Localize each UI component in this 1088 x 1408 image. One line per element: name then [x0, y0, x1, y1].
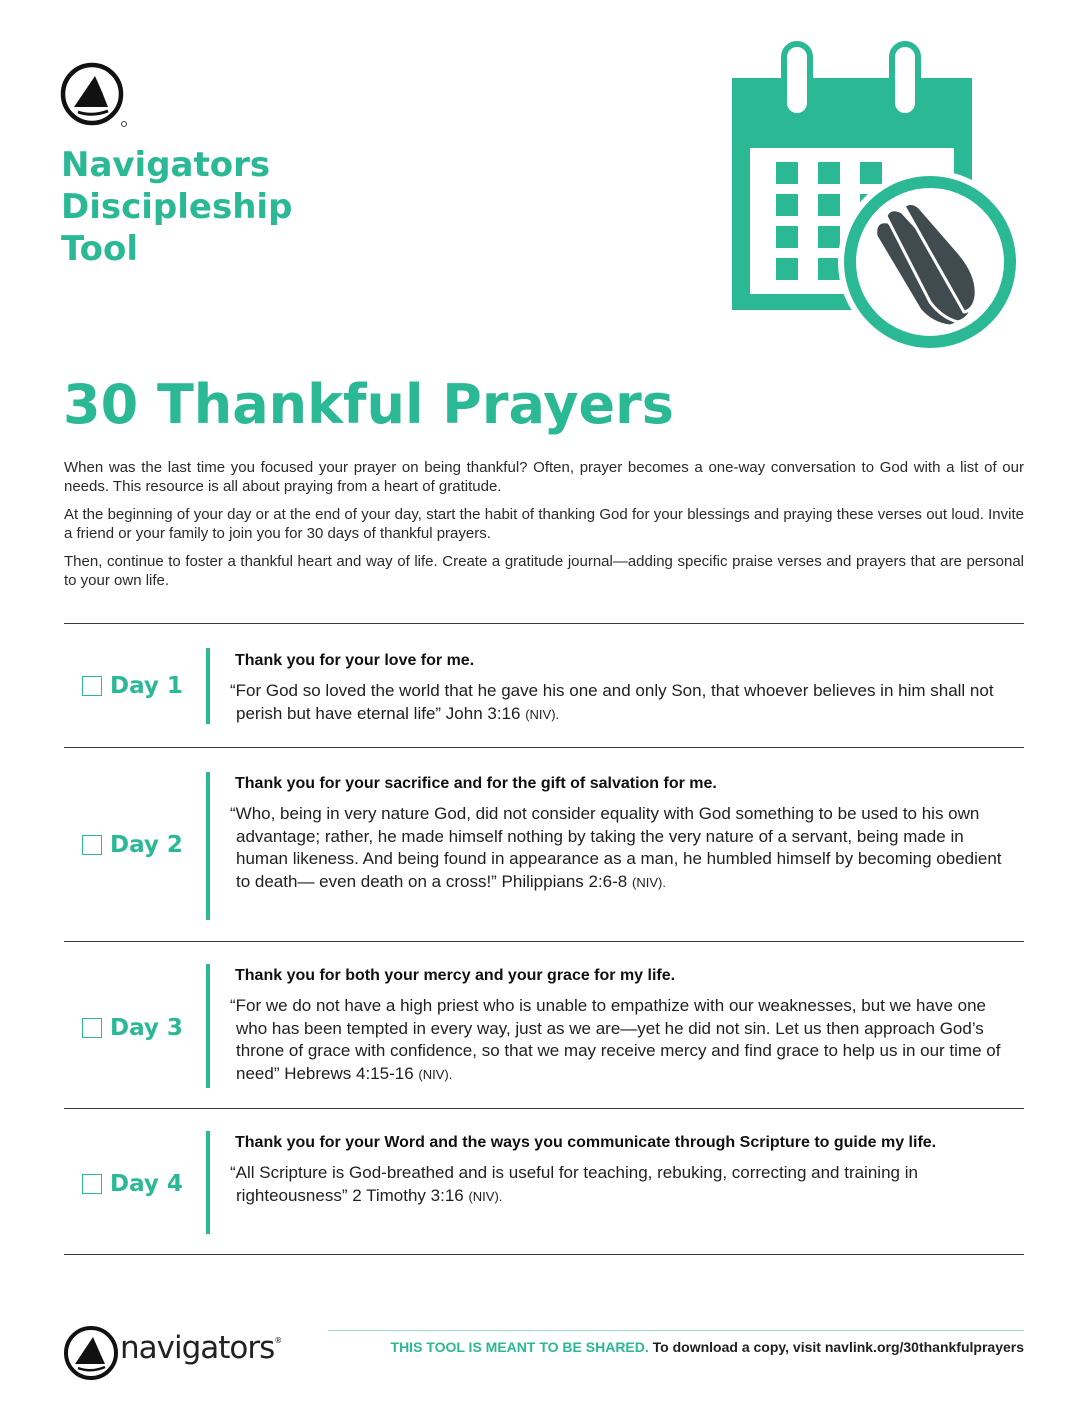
- day-row: [64, 1109, 1024, 1254]
- verse-text: [230, 995, 1020, 1086]
- brand-title-line: Tool: [61, 229, 139, 269]
- prayer-text: Thank you for your love for me.: [235, 652, 475, 669]
- footer-divider: [328, 1330, 1024, 1331]
- intro-paragraph: When was the last time you focused your prayer on being thankful? Often, prayer becomes a one-way conversation to God with a list of our needs. This resource is all about praying from a heart of gratitude.: [64, 459, 1024, 495]
- checkbox-square[interactable]: [82, 1018, 102, 1038]
- day-checkbox[interactable]: [82, 832, 183, 858]
- navigators-sail-logo-icon: [62, 1324, 120, 1382]
- registered-mark: ®: [274, 1336, 283, 1345]
- day-checkbox[interactable]: [82, 1171, 183, 1197]
- prayer-text: Thank you for your Word and the ways you communicate through Scripture to guide my life.: [235, 1134, 937, 1151]
- accent-bar: [206, 1131, 210, 1234]
- day-content: [230, 649, 1020, 726]
- download-link[interactable]: To download a copy, visit navlink.org/30thankfulprayers: [652, 1339, 1024, 1355]
- day-label: Day 3: [110, 1015, 183, 1041]
- verse-text: [230, 1162, 1020, 1208]
- navigators-wordmark: [120, 1330, 282, 1366]
- translation-label: (NIV).: [525, 706, 560, 722]
- intro-paragraph: At the beginning of your day or at the end of your day, start the habit of thanking God for your blessings and praying these verses out loud. Invite a friend or your family to join you for 30 days of thankful prayers.: [64, 506, 1024, 542]
- day-label: Day 1: [110, 673, 183, 699]
- page-title: 30 Thankful Prayers: [63, 373, 674, 436]
- verse-text: [230, 680, 1020, 726]
- navigators-sail-logo-icon: [58, 60, 130, 132]
- intro-text: [64, 458, 1024, 599]
- prayer-text: Thank you for both your mercy and your grace for my life.: [235, 967, 676, 984]
- verse-body: “Who, being in very nature God, did not consider equality with God something to be used to his own advantage; rather, he made himself nothing by taking the very nature of a servant, being made in human likeness. And being found in appearance as a man, he humbled himself by becoming obedient to death— even death on a cross!” Philippians 2:6-8: [230, 804, 1002, 891]
- day-row: [64, 748, 1024, 941]
- day-row: [64, 624, 1024, 747]
- brand-title: [61, 144, 461, 270]
- day-content: [230, 1131, 1020, 1208]
- share-notice: THIS TOOL IS MEANT TO BE SHARED.: [390, 1339, 649, 1355]
- accent-bar: [206, 964, 210, 1088]
- divider: [64, 1254, 1024, 1255]
- day-checkbox[interactable]: [82, 1015, 183, 1041]
- verse-body: “For we do not have a high priest who is unable to empathize with our weaknesses, but we have one who has been tempted in every way, just as we are—yet he did not sin. Let us then approach God’s throne of grace with confidence, so that we may receive mercy and find grace to help us in our time of need” Hebrews 4:15-16: [230, 996, 1001, 1083]
- brand-title-line: Navigators: [61, 145, 271, 185]
- day-label: Day 4: [110, 1171, 183, 1197]
- brand-title-line: Discipleship: [61, 187, 293, 227]
- prayer-text: Thank you for your sacrifice and for the gift of salvation for me.: [235, 775, 717, 792]
- calendar-praying-hands-icon: [724, 40, 1024, 356]
- day-row: [64, 942, 1024, 1108]
- verse-text: [230, 803, 1020, 894]
- accent-bar: [206, 772, 210, 920]
- translation-label: (NIV).: [631, 874, 666, 890]
- checkbox-square[interactable]: [82, 835, 102, 855]
- day-checkbox[interactable]: [82, 673, 183, 699]
- day-content: [230, 772, 1020, 894]
- intro-paragraph: Then, continue to foster a thankful heart and way of life. Create a gratitude journal—adding specific praise verses and prayers that are personal to your own life.: [64, 553, 1024, 589]
- checkbox-square[interactable]: [82, 676, 102, 696]
- day-content: [230, 964, 1020, 1086]
- checkbox-square[interactable]: [82, 1174, 102, 1194]
- day-label: Day 2: [110, 832, 183, 858]
- verse-body: “All Scripture is God-breathed and is useful for teaching, rebuking, correcting and training in righteousness” 2 Timothy 3:16: [230, 1163, 918, 1205]
- translation-label: (NIV).: [418, 1066, 453, 1082]
- wordmark-text: navigators: [120, 1330, 275, 1366]
- footer-text: [328, 1339, 1024, 1355]
- verse-body: “For God so loved the world that he gave his one and only Son, that whoever believes in him shall not perish but have eternal life” John 3:16: [230, 681, 994, 723]
- accent-bar: [206, 648, 210, 724]
- translation-label: (NIV).: [468, 1188, 503, 1204]
